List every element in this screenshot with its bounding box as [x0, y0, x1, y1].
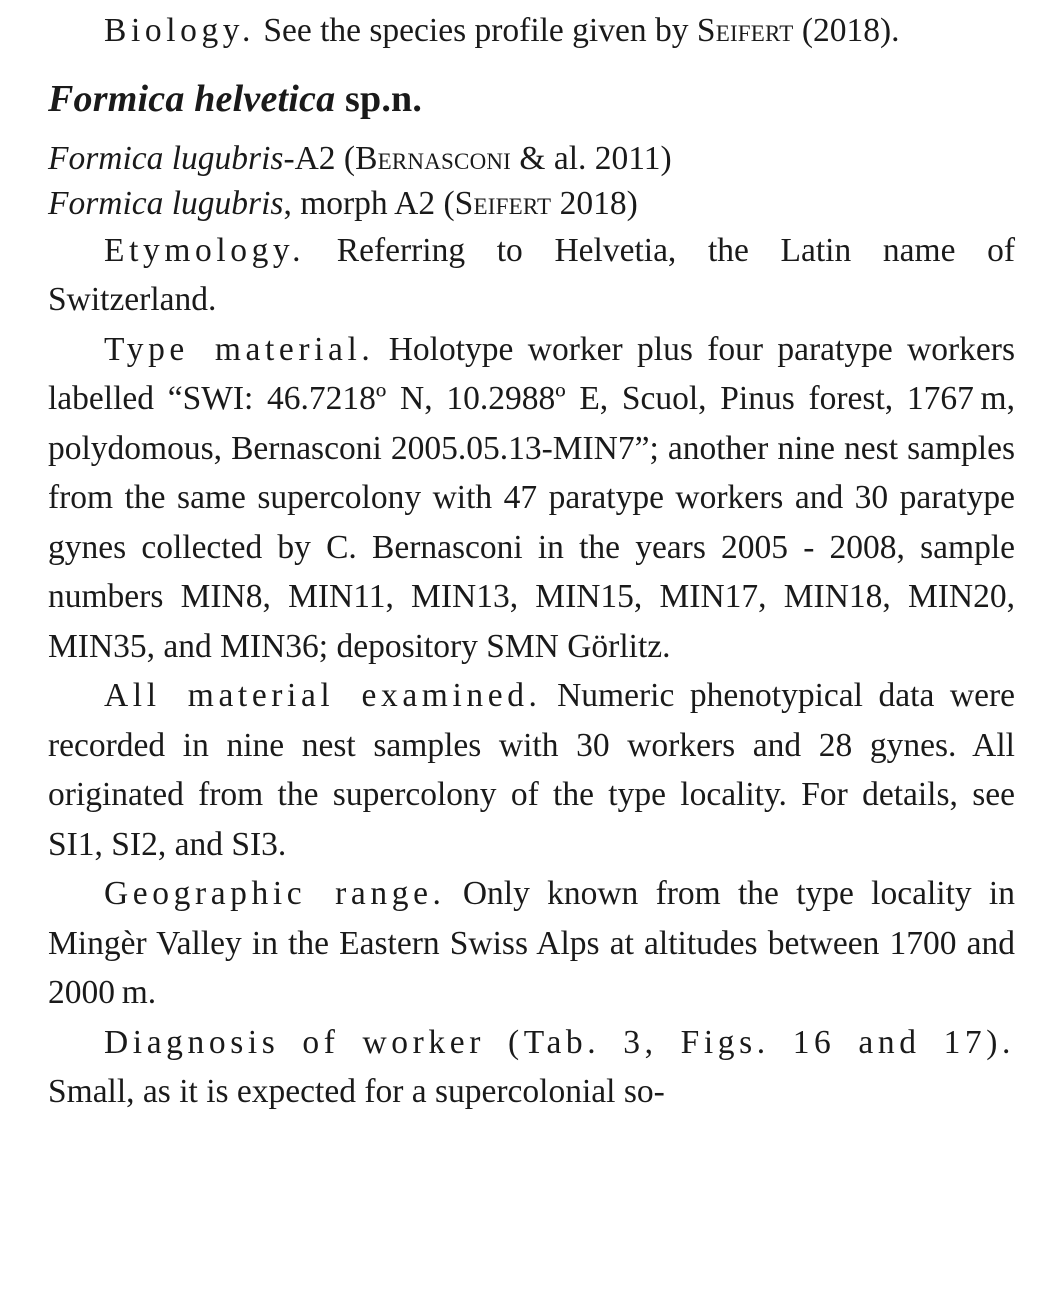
- species-name-italic: Formica helvetica: [48, 77, 336, 120]
- species-heading: [48, 76, 1015, 122]
- paragraph-all-material-examined: [48, 671, 1015, 869]
- synonym-2-suffix: 2018): [551, 184, 638, 222]
- paragraph-diagnosis-of-worker: [48, 1018, 1015, 1117]
- biology-text-after: (2018).: [793, 12, 900, 49]
- section-body-all-material-examined: Numeric phenotypical data were recorded in nine nest samples with 30 workers and 28 gynes. All originated from the supercolony of the type locality. For details, see SI1, SI2, and SI3.: [48, 677, 1015, 863]
- section-heading-diagnosis-of-worker: Diagnosis of worker (Tab. 3, Figs. 16 and 17).: [104, 1023, 1015, 1061]
- synonym-2-taxon: Formica lugubris: [48, 184, 284, 222]
- section-body-diagnosis-of-worker: Small, as it is expected for a supercolonial so-: [48, 1073, 665, 1110]
- section-heading-all-material-examined: All material examined.: [104, 677, 542, 714]
- synonym-1-prefix: -A2 (: [283, 139, 356, 177]
- section-body-etymology: Referring to Helvetia, the Latin name of Switzerland.: [48, 231, 1015, 318]
- biology-text-before: See the species profile given by: [254, 12, 697, 49]
- section-heading-etymology: Etymology.: [104, 231, 306, 269]
- paragraph-biology: [48, 6, 1015, 56]
- section-heading-geographic-range: Geographic range.: [104, 875, 446, 912]
- citation-author-seifert: Seifert: [696, 12, 794, 49]
- species-name-status: sp.n.: [345, 77, 423, 120]
- synonym-2-author: Seifert: [454, 184, 552, 222]
- synonym-1-suffix: & al. 2011): [511, 139, 672, 177]
- synonym-line-2: [48, 181, 1015, 226]
- synonym-1-taxon: Formica lugubris: [48, 139, 284, 177]
- paragraph-etymology: [48, 226, 1015, 325]
- synonym-1-author: Bernasconi: [355, 139, 512, 177]
- section-body-geographic-range: Only known from the type locality in Mingèr Valley in the Eastern Swiss Alps at altitudes between 1700 and 2000 m.: [48, 875, 1015, 1011]
- paragraph-geographic-range: [48, 869, 1015, 1018]
- section-body-type-material: Holotype worker plus four paratype workers labelled “SWI: 46.7218º N, 10.2988º E, Scuol, Pinus forest, 1767 m, polydomous, Bernasconi 2005.05.13-MIN7”; another nine nest samples from the same supercolony with 47 paratype workers and 30 paratype gynes collected by C. Bernasconi in the years 2005 - 2008, sample numbers MIN8, MIN11, MIN13, MIN15, MIN17, MIN18, MIN20, MIN35, and MIN36; depository SMN Görlitz.: [48, 330, 1015, 665]
- synonym-line-1: [48, 136, 1015, 181]
- paragraph-heading-biology: Biology.: [104, 12, 255, 49]
- synonym-2-prefix: , morph A2 (: [283, 184, 455, 222]
- section-heading-type-material: Type material.: [104, 330, 375, 368]
- paragraph-type-material: [48, 325, 1015, 672]
